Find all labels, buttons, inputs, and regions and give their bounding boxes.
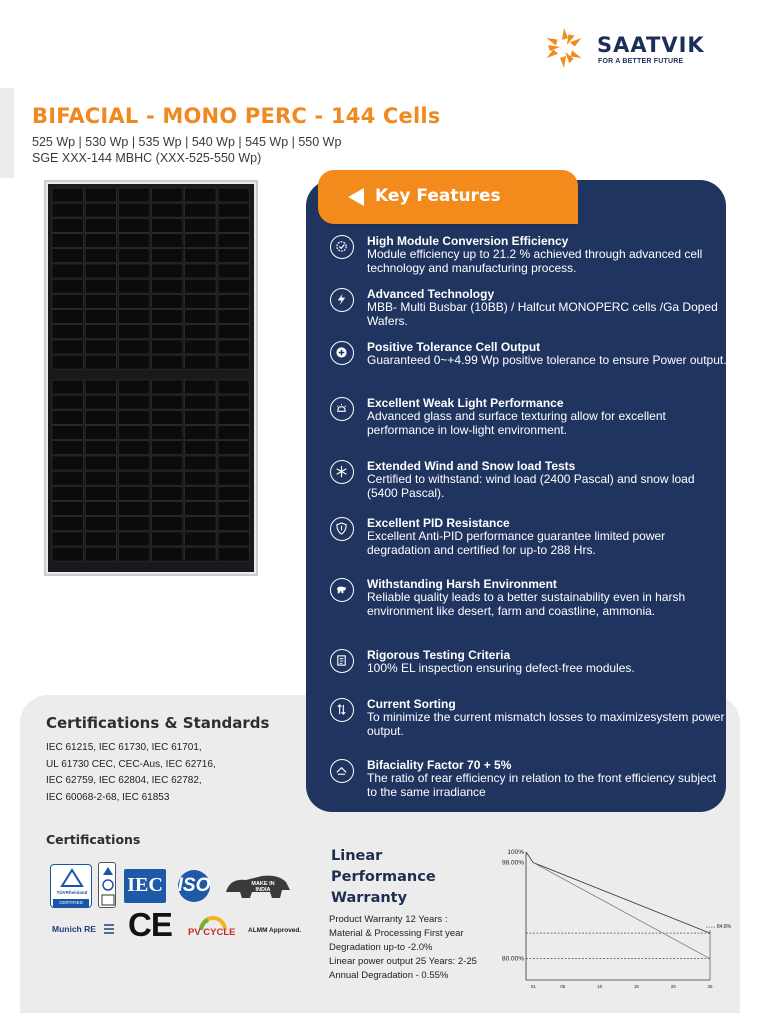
solar-cell — [52, 517, 83, 531]
solar-cell — [152, 294, 183, 308]
saatvik-logo — [540, 24, 740, 74]
efficiency-gauge-icon — [330, 235, 354, 259]
solar-cell — [85, 188, 116, 202]
bis-badge — [98, 862, 116, 908]
solar-cell — [185, 547, 216, 561]
solar-cell — [152, 234, 183, 248]
x-tick-label: 20 — [670, 984, 676, 989]
solar-cell — [152, 410, 183, 424]
solar-cell — [152, 426, 183, 440]
page-title: BIFACIAL - MONO PERC - 144 Cells — [32, 104, 441, 128]
solar-cell — [85, 355, 116, 369]
solar-cell — [85, 502, 116, 516]
key-features-title: Key Features — [375, 186, 501, 206]
solar-cell — [52, 203, 83, 217]
solar-cell — [218, 264, 249, 278]
solar-cell — [52, 456, 83, 470]
annotation-label: 84.8% — [716, 924, 732, 931]
feature-title: Current Sorting — [367, 697, 456, 711]
solar-cell — [118, 517, 149, 531]
solar-cell — [218, 294, 249, 308]
solar-cell — [218, 188, 249, 202]
feature-description: The ratio of rear efficiency in relation to the front efficiency subject to the same irradiance — [367, 771, 717, 799]
solar-cell — [218, 547, 249, 561]
solar-cell — [85, 234, 116, 248]
solar-cell — [152, 547, 183, 561]
lightning-icon — [330, 288, 354, 312]
solar-panel-image — [44, 180, 258, 576]
solar-cell — [152, 517, 183, 531]
solar-cell — [185, 380, 216, 394]
feature-title: Rigorous Testing Criteria — [367, 648, 511, 662]
feature-description: Reliable quality leads to a better sustainability even in harsh environment like desert, farm and coastline, ammonia. — [367, 590, 686, 618]
solar-cell — [185, 426, 216, 440]
solar-cell — [152, 380, 183, 394]
solar-cell — [85, 410, 116, 424]
solar-cell — [218, 471, 249, 485]
solar-cell — [52, 340, 83, 354]
warranty-line: Product Warranty 12 Years : — [329, 914, 448, 925]
solar-cell — [152, 188, 183, 202]
solar-cell — [218, 234, 249, 248]
standards-line: IEC 61215, IEC 61730, IEC 61701, — [46, 742, 202, 753]
solar-cell — [52, 380, 83, 394]
solar-cell — [218, 426, 249, 440]
almm-label: ALMM Approved. — [248, 927, 302, 934]
brand-name: SAATVIK — [597, 33, 705, 57]
solar-cell — [152, 456, 183, 470]
munich-re-badge — [52, 922, 124, 938]
snowflake-icon — [330, 460, 354, 484]
ce-badge — [128, 908, 178, 944]
solar-cell — [218, 502, 249, 516]
iso-label: ISO — [177, 875, 211, 896]
solar-cell — [85, 294, 116, 308]
solar-cell — [85, 325, 116, 339]
series-line — [526, 852, 710, 933]
solar-cell — [52, 471, 83, 485]
solar-cell — [185, 294, 216, 308]
make-in-india-badge — [222, 868, 294, 904]
triangle-left-icon — [348, 188, 364, 206]
tuv-triangle-icon — [51, 867, 93, 889]
solar-cell — [118, 218, 149, 232]
solar-cell — [218, 410, 249, 424]
solar-cell — [218, 441, 249, 455]
shield-icon — [330, 517, 354, 541]
solar-cell — [118, 547, 149, 561]
solar-cell — [152, 355, 183, 369]
solar-cell — [185, 355, 216, 369]
solar-cell — [52, 249, 83, 263]
solar-cell — [185, 502, 216, 516]
solar-cell — [218, 249, 249, 263]
solar-cell — [185, 279, 216, 293]
solar-cell — [85, 340, 116, 354]
solar-cell — [118, 188, 149, 202]
certifications-heading: Certifications — [46, 832, 141, 847]
series-line — [533, 863, 710, 959]
ce-label: CE — [128, 906, 172, 943]
solar-cell — [218, 532, 249, 546]
almm-badge — [248, 927, 318, 939]
warranty-line: Degradation up-to -2.0% — [329, 942, 433, 953]
solar-cell — [152, 264, 183, 278]
x-tick-label: 10 — [597, 984, 603, 989]
feature-title: Excellent Weak Light Performance — [367, 396, 564, 410]
solar-cell — [85, 426, 116, 440]
solar-cell — [118, 340, 149, 354]
make-in-india-label: MAKE IN INDIA — [251, 881, 275, 893]
warranty-chart — [490, 840, 735, 990]
solar-cell — [185, 264, 216, 278]
pv-cycle-badge — [186, 914, 242, 942]
solar-cell — [152, 532, 183, 546]
left-edge-strip — [0, 88, 14, 178]
solar-cell — [218, 340, 249, 354]
tuv-badge — [50, 864, 92, 908]
solar-cell — [152, 502, 183, 516]
solar-cell — [185, 340, 216, 354]
solar-cell — [85, 456, 116, 470]
model-number: SGE XXX-144 MBHC (XXX-525-550 Wp) — [32, 151, 262, 165]
solar-cell — [152, 441, 183, 455]
solar-cell — [185, 471, 216, 485]
solar-cell — [185, 203, 216, 217]
solar-cell — [185, 234, 216, 248]
iso-badge — [170, 869, 218, 903]
product-subtitle — [32, 134, 341, 166]
x-tick-label: 25 — [707, 984, 713, 989]
solar-cell — [152, 279, 183, 293]
solar-cell — [218, 325, 249, 339]
bis-mark-icon — [99, 863, 117, 909]
solar-cell — [52, 279, 83, 293]
feature-title: Extended Wind and Snow load Tests — [367, 459, 576, 473]
solar-cell — [118, 456, 149, 470]
standards-list — [46, 740, 296, 806]
y-tick-label: 100% — [507, 849, 524, 856]
brand-tagline: FOR A BETTER FUTURE — [598, 58, 684, 65]
warranty-line: Annual Degradation - 0.55% — [329, 970, 449, 981]
x-tick-label: 05 — [560, 984, 566, 989]
feature-description: 100% EL inspection ensuring defect-free modules. — [367, 661, 635, 675]
feature-title: Excellent PID Resistance — [367, 516, 510, 530]
solar-cell — [118, 441, 149, 455]
standards-heading: Certifications & Standards — [46, 714, 270, 732]
feature-description: Advanced glass and surface texturing allow for excellent performance in low-light environment. — [367, 409, 666, 437]
solar-cell — [85, 517, 116, 531]
feature-description: Excellent Anti-PID performance guarantee limited power degradation and certified for up-to 288 Hrs. — [367, 529, 666, 557]
solar-cell — [185, 325, 216, 339]
solar-cell — [185, 532, 216, 546]
solar-cell — [118, 471, 149, 485]
wattage-list: 525 Wp | 530 Wp | 535 Wp | 540 Wp | 545 Wp | 550 Wp — [32, 135, 342, 149]
solar-cell — [152, 325, 183, 339]
solar-cell — [85, 249, 116, 263]
solar-cell — [52, 264, 83, 278]
solar-cell — [52, 234, 83, 248]
feature-description: MBB- Multi Busbar (10BB) / Halfcut MONOPERC cells /Ga Doped Wafers. — [367, 300, 718, 328]
buffalo-icon — [330, 578, 354, 602]
solar-cell — [118, 249, 149, 263]
solar-cell — [52, 441, 83, 455]
solar-cell — [218, 456, 249, 470]
solar-cell — [118, 426, 149, 440]
solar-cell — [152, 471, 183, 485]
solar-cell — [85, 532, 116, 546]
solar-cell — [218, 355, 249, 369]
iec-label: IEC — [127, 874, 163, 896]
tuv-label: TÜVRheinland — [56, 890, 88, 895]
solar-cell — [185, 517, 216, 531]
feature-description: Module efficiency up to 21.2 % achieved through advanced cell technology and manufacturing process. — [367, 247, 703, 275]
solar-cell — [52, 188, 83, 202]
solar-cell — [218, 218, 249, 232]
solar-cell — [218, 517, 249, 531]
plus-icon — [330, 341, 354, 365]
solar-cell — [52, 547, 83, 561]
solar-cell — [118, 294, 149, 308]
pv-cycle-label: PV CYCLE — [188, 927, 236, 938]
tuv-certified-label: CERTIFIED — [53, 899, 89, 907]
solar-cell — [118, 234, 149, 248]
feature-title: Withstanding Harsh Environment — [367, 577, 557, 591]
bifacial-icon — [330, 759, 354, 783]
y-tick-label: 98.00% — [501, 859, 524, 867]
x-tick-label: 01 — [530, 984, 536, 989]
solar-cell — [152, 310, 183, 324]
feature-description: Certified to withstand: wind load (2400 Pascal) and snow load (5400 Pascal). — [367, 472, 695, 500]
solar-cell — [85, 547, 116, 561]
solar-cell — [118, 486, 149, 500]
solar-cell — [152, 203, 183, 217]
warranty-line: Material & Processing First year — [329, 928, 464, 939]
solar-cell — [52, 532, 83, 546]
standards-line: IEC 62759, IEC 62804, IEC 62782, — [46, 775, 202, 786]
solar-cell — [85, 218, 116, 232]
solar-cell — [52, 502, 83, 516]
solar-cell — [118, 279, 149, 293]
checklist-icon — [330, 649, 354, 673]
solar-cell — [218, 395, 249, 409]
solar-cell — [85, 279, 116, 293]
iec-badge — [124, 869, 166, 903]
standards-line: IEC 60068-2-68, IEC 61853 — [46, 791, 170, 803]
solar-cell — [185, 441, 216, 455]
x-tick-label: 15 — [633, 984, 639, 989]
solar-cell — [85, 471, 116, 485]
solar-cell — [185, 410, 216, 424]
solar-cell — [85, 486, 116, 500]
solar-cell — [118, 532, 149, 546]
solar-cell — [152, 486, 183, 500]
solar-cell — [52, 355, 83, 369]
warranty-line: Linear power output 25 Years: 2-25 — [329, 956, 477, 967]
solar-cell — [152, 395, 183, 409]
solar-cell — [52, 486, 83, 500]
solar-cell — [85, 203, 116, 217]
solar-cell — [85, 310, 116, 324]
solar-cell — [52, 395, 83, 409]
solar-cell — [52, 310, 83, 324]
weak-light-icon — [330, 397, 354, 421]
sort-arrows-icon — [330, 698, 354, 722]
warranty-title: Linear Performance Warranty — [331, 848, 436, 906]
solar-cell — [185, 249, 216, 263]
solar-cell — [52, 218, 83, 232]
feature-title: Bifaciality Factor 70 + 5% — [367, 758, 512, 772]
solar-cell — [185, 310, 216, 324]
solar-cell — [218, 279, 249, 293]
solar-cell — [118, 264, 149, 278]
solar-cell — [185, 456, 216, 470]
standards-line: UL 61730 CEC, CEC-Aus, IEC 62716, — [46, 758, 216, 770]
solar-cell — [218, 310, 249, 324]
solar-cell — [185, 188, 216, 202]
solar-cell — [218, 486, 249, 500]
solar-cell — [152, 340, 183, 354]
solar-cell — [85, 441, 116, 455]
solar-cell — [218, 203, 249, 217]
solar-cell — [85, 395, 116, 409]
solar-cell — [118, 325, 149, 339]
solar-cell — [52, 426, 83, 440]
solar-cell — [52, 410, 83, 424]
warranty-details — [329, 913, 509, 983]
solar-cell — [185, 395, 216, 409]
solar-cell — [118, 410, 149, 424]
feature-description: To minimize the current mismatch losses to maximizesystem power output. — [367, 710, 725, 738]
feature-title: Advanced Technology — [367, 287, 495, 301]
solar-cell — [85, 264, 116, 278]
sun-logo-icon — [540, 24, 588, 72]
solar-cell — [185, 218, 216, 232]
solar-cell — [118, 203, 149, 217]
solar-cell — [85, 380, 116, 394]
y-tick-label: 80.00% — [501, 955, 524, 963]
solar-cell — [152, 249, 183, 263]
solar-cell — [118, 502, 149, 516]
solar-cell — [185, 486, 216, 500]
solar-cell — [152, 218, 183, 232]
solar-cell — [118, 355, 149, 369]
munich-re-label: Munich RE — [52, 924, 96, 934]
solar-cell — [52, 294, 83, 308]
solar-cell — [52, 325, 83, 339]
feature-description: Guaranteed 0~+4.99 Wp positive tolerance to ensure Power output. — [367, 353, 727, 367]
feature-title: Positive Tolerance Cell Output — [367, 340, 541, 354]
munich-re-mark-icon — [102, 922, 116, 936]
solar-cell — [218, 380, 249, 394]
solar-cell — [118, 395, 149, 409]
solar-cell — [118, 310, 149, 324]
feature-title: High Module Conversion Efficiency — [367, 234, 569, 248]
solar-cell — [118, 380, 149, 394]
